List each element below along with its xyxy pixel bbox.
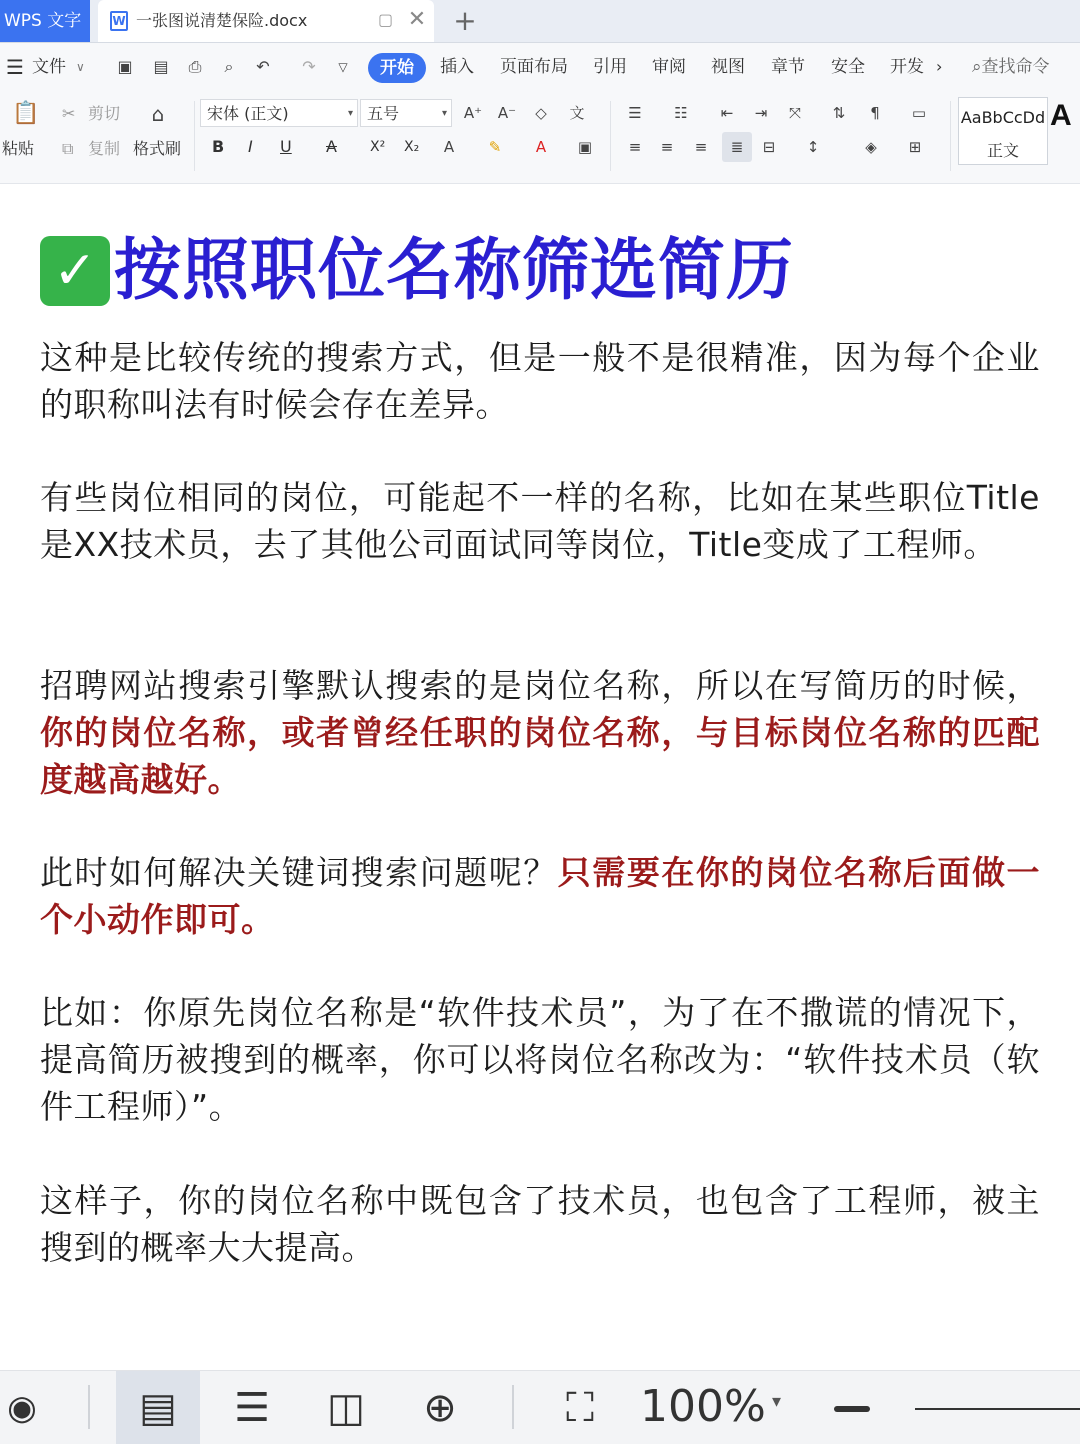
document-tab-title: 一张图说清楚保险.docx — [136, 11, 308, 30]
font-size-select[interactable] — [360, 99, 452, 127]
web-view-icon[interactable]: ⊕ — [423, 1385, 457, 1431]
cut-icon[interactable]: ✂ — [62, 104, 76, 123]
menu-bar — [0, 43, 1080, 91]
char-border-icon[interactable]: ▣ — [577, 138, 593, 156]
align-left-icon[interactable]: ≡ — [628, 138, 642, 156]
show-marks-icon[interactable]: ¶ — [870, 104, 880, 122]
format-painter-button[interactable]: 格式刷 — [133, 139, 182, 158]
menu-item-review[interactable]: 审阅 — [652, 57, 686, 77]
menu-item-home[interactable]: 开始 — [368, 53, 426, 83]
tab-bar — [0, 0, 1080, 43]
grow-font-icon[interactable]: A⁺ — [463, 104, 483, 122]
preview-icon[interactable]: ⌕ — [224, 57, 234, 76]
style-heading-preview[interactable]: A — [1050, 99, 1072, 132]
word-doc-icon: W — [110, 11, 128, 31]
search-command[interactable] — [972, 43, 1050, 91]
chinese-layout-icon[interactable]: ⤧ — [788, 104, 801, 122]
ribbon-divider — [950, 101, 951, 171]
paste-button[interactable]: 粘贴 — [2, 139, 35, 158]
justify-icon[interactable]: ≣ — [722, 132, 752, 162]
clear-format-icon[interactable]: ◇ — [535, 104, 547, 122]
menu-item-chapter[interactable]: 章节 — [771, 57, 805, 77]
heading-text: 按照职位名称筛选简历 — [114, 231, 794, 309]
wps-app-tab[interactable]: WPS 文字 — [0, 0, 90, 42]
file-menu[interactable]: 文件 — [32, 57, 66, 77]
chevron-down-icon[interactable]: ▾ — [772, 1391, 782, 1412]
paragraph-4-text: 此时如何解决关键词搜索问题呢？ — [40, 853, 558, 892]
zoom-slider[interactable] — [915, 1408, 1080, 1410]
menu-item-security[interactable]: 安全 — [831, 57, 865, 77]
paragraph-3-emphasis: 你的岗位名称，或者曾经任职的岗位名称，与目标岗位名称的匹配度越高越好。 — [40, 713, 1040, 799]
reading-view-icon[interactable]: ◫ — [327, 1385, 365, 1431]
italic-button[interactable]: I — [248, 137, 253, 156]
bold-button[interactable]: B — [212, 137, 225, 156]
status-divider — [512, 1385, 514, 1429]
numbered-list-icon[interactable]: ☷ — [674, 104, 688, 122]
font-name-value: 宋体 (正文) — [207, 104, 289, 123]
menu-more-icon[interactable]: › — [936, 57, 943, 76]
style-sample: AaBbCcDd — [960, 108, 1046, 127]
chevron-down-icon: ▾ — [441, 108, 447, 119]
new-doc-icon[interactable]: ▣ — [117, 57, 133, 76]
shading-icon[interactable]: ◈ — [865, 138, 877, 156]
undo-icon[interactable]: ↶ — [256, 57, 270, 76]
font-color-icon[interactable]: A — [535, 138, 547, 156]
phonetic-icon[interactable]: 文 — [569, 104, 585, 122]
print-icon[interactable]: ⎙ — [188, 57, 202, 76]
bullet-list-icon[interactable]: ☰ — [628, 104, 642, 122]
table-tools-icon[interactable]: ▭ — [911, 104, 927, 122]
status-bar — [0, 1370, 1080, 1444]
menu-item-insert[interactable]: 插入 — [440, 57, 474, 77]
redo-icon[interactable]: ↷ — [302, 57, 316, 76]
paragraph-4 — [40, 849, 1040, 943]
chevron-down-icon: ▾ — [347, 108, 353, 119]
underline-button[interactable]: U — [280, 137, 292, 156]
search-icon: ⌕ — [972, 57, 982, 77]
sort-icon[interactable]: ⇅ — [832, 104, 846, 122]
zoom-level[interactable]: 100% — [640, 1381, 766, 1432]
hamburger-icon[interactable]: ☰ — [6, 55, 24, 79]
menu-item-view[interactable]: 视图 — [711, 57, 745, 77]
paragraph-4-emphasis: 只需要在你的岗位名称后面做一个小动作即可。 — [40, 853, 1041, 939]
menu-item-references[interactable]: 引用 — [593, 57, 627, 77]
paragraph-5: 比如：你原先岗位名称是“软件技术员”，为了在不撒谎的情况下，提高简历被搜到的概率，你可以将岗位名称改为：“软件技术员（软件工程师）”。 — [40, 993, 1040, 1126]
distribute-icon[interactable]: ⊟ — [762, 138, 776, 156]
ribbon — [0, 91, 1080, 184]
menu-item-page-layout[interactable]: 页面布局 — [500, 57, 568, 77]
shrink-font-icon[interactable]: A⁻ — [497, 104, 517, 122]
style-normal[interactable] — [958, 97, 1048, 165]
status-divider — [88, 1385, 90, 1429]
copy-button[interactable]: 复制 — [88, 139, 121, 158]
paragraph-2: 有些岗位相同的岗位，可能起不一样的名称，比如在某些职位Title是XX技术员，去了其他公司面试同等岗位，Title变成了工程师。 — [40, 478, 1040, 564]
menu-item-developer[interactable]: 开发 — [890, 57, 924, 77]
check-mark-icon: ✓ — [40, 236, 110, 306]
strikethrough-button[interactable]: A — [326, 137, 337, 156]
fit-screen-icon[interactable]: ⛶ — [566, 1385, 594, 1431]
line-spacing-icon[interactable]: ↕ — [806, 138, 820, 156]
decrease-indent-icon[interactable]: ⇤ — [720, 104, 734, 122]
superscript-button[interactable]: X² — [370, 139, 386, 155]
font-size-value: 五号 — [367, 104, 400, 123]
align-center-icon[interactable]: ≡ — [660, 138, 674, 156]
font-name-select[interactable] — [200, 99, 358, 127]
paste-icon[interactable]: 📋 — [12, 101, 40, 126]
copy-icon[interactable]: ⧉ — [62, 139, 74, 158]
page-view-icon[interactable]: ▤ — [139, 1385, 177, 1431]
ribbon-divider — [194, 101, 195, 171]
style-name: 正文 — [986, 141, 1019, 160]
increase-indent-icon[interactable]: ⇥ — [754, 104, 768, 122]
chevron-down-icon[interactable]: ∨ — [76, 60, 85, 74]
screen-icon[interactable]: ▢ — [378, 10, 394, 29]
format-painter-icon[interactable]: ⌂ — [151, 102, 165, 126]
align-right-icon[interactable]: ≡ — [694, 138, 708, 156]
open-icon[interactable]: ▤ — [153, 57, 169, 76]
paragraph-3-text: 招聘网站搜索引擎默认搜索的是岗位名称，所以在写简历的时候， — [40, 666, 1040, 705]
subscript-button[interactable]: X₂ — [404, 139, 420, 155]
paragraph-3 — [40, 662, 1040, 803]
close-tab-icon[interactable]: ✕ — [407, 7, 427, 32]
new-tab-button[interactable]: + — [453, 4, 477, 37]
text-effect-icon[interactable]: A — [443, 138, 455, 156]
document-tab[interactable] — [98, 0, 434, 42]
quick-access-dropdown-icon[interactable]: ▽ — [338, 60, 348, 74]
cut-button[interactable]: 剪切 — [88, 104, 121, 123]
ribbon-divider — [610, 101, 611, 171]
outline-view-icon[interactable]: ☰ — [234, 1385, 270, 1431]
highlight-icon[interactable]: ✎ — [488, 138, 502, 156]
zoom-out-icon[interactable] — [834, 1406, 870, 1412]
borders-icon[interactable]: ⊞ — [908, 138, 922, 156]
paragraph-1: 这种是比较传统的搜索方式，但是一般不是很精准，因为每个企业的职称叫法有时候会存在差异。 — [40, 338, 1040, 424]
search-command-label: 查找命令 — [981, 57, 1050, 77]
document-page[interactable] — [0, 184, 1080, 1370]
eye-protection-icon[interactable]: ◉ — [7, 1388, 37, 1428]
paragraph-6: 这样子，你的岗位名称中既包含了技术员，也包含了工程师，被主搜到的概率大大提高。 — [40, 1181, 1040, 1267]
